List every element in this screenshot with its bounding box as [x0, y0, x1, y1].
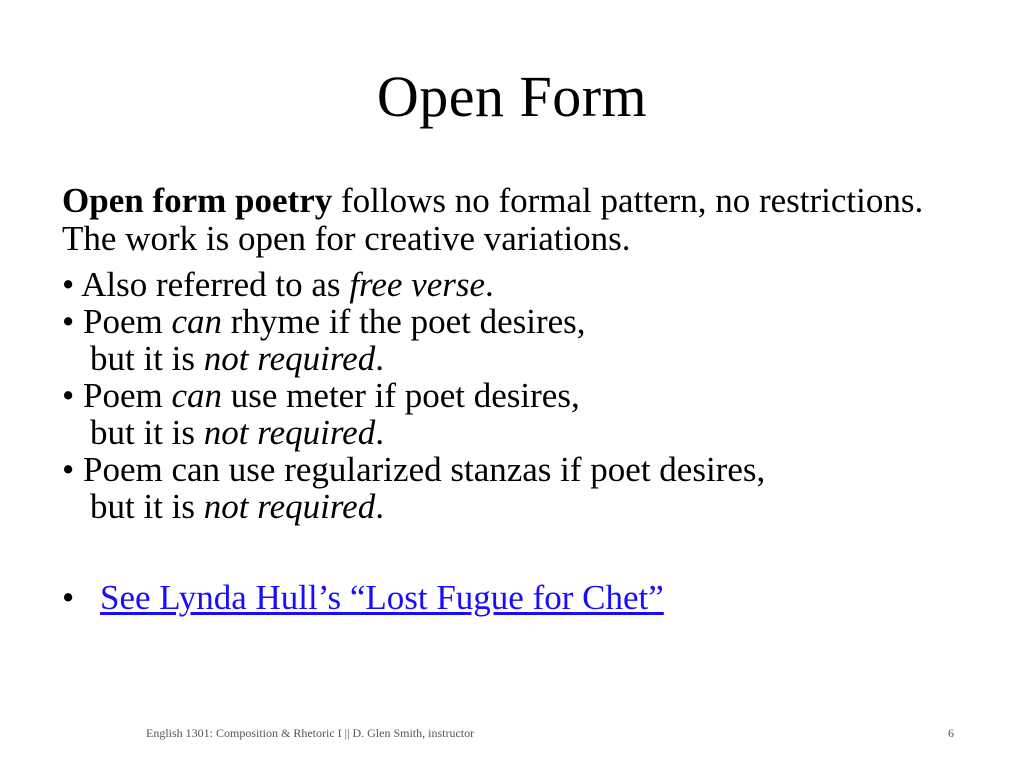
page-number: 6: [948, 726, 954, 740]
bullet-continuation: [62, 488, 982, 525]
bullet-text: • Poem: [62, 376, 172, 415]
bullet-text: • Poem: [62, 302, 172, 341]
bullet-text: .: [375, 487, 384, 526]
bullet-emphasis: not required: [203, 339, 376, 378]
intro-bold-term: Open form poetry: [62, 181, 333, 220]
bullet-item: [62, 303, 982, 340]
intro-paragraph: [62, 182, 982, 258]
bullet-item: [62, 451, 982, 488]
bullet-text: but it is: [90, 487, 204, 526]
bullet-text: rhyme if the poet desires,: [222, 302, 586, 341]
bullet-emphasis: not required: [203, 413, 376, 452]
bullet-emphasis: can: [171, 376, 223, 415]
bullet-text: .: [375, 339, 384, 378]
bullet-text: but it is: [90, 413, 204, 452]
bullet-continuation: [62, 414, 982, 451]
bullet-emphasis: not required: [203, 487, 376, 526]
bullet-text: .: [375, 413, 384, 452]
bullet-item: [62, 377, 982, 414]
footer-text: English 1301: Composition & Rhetoric I || D. Glen Smith, instructor: [146, 726, 475, 740]
bullet-text: • Also referred to as: [62, 265, 350, 304]
poem-link[interactable]: See Lynda Hull’s “Lost Fugue for Chet”: [100, 578, 664, 617]
bullet-text: use meter if poet desires,: [222, 376, 580, 415]
intro-text: follows no formal pattern, no restrictions. The work is open for creative variations.: [62, 181, 924, 258]
bullet-text: but it is: [90, 339, 204, 378]
link-bullet-item: [62, 578, 664, 618]
bullet-emphasis: can: [171, 302, 223, 341]
bullet-continuation: [62, 340, 982, 377]
bullet-list: [62, 266, 982, 525]
bullet-emphasis: free verse: [349, 265, 486, 304]
bullet-text: .: [485, 265, 494, 304]
slide-title: Open Form: [376, 64, 648, 129]
bullet-text: • Poem can use regularized stanzas if poet desires,: [62, 450, 766, 489]
bullet-marker: •: [62, 578, 75, 617]
bullet-item: [62, 266, 982, 303]
